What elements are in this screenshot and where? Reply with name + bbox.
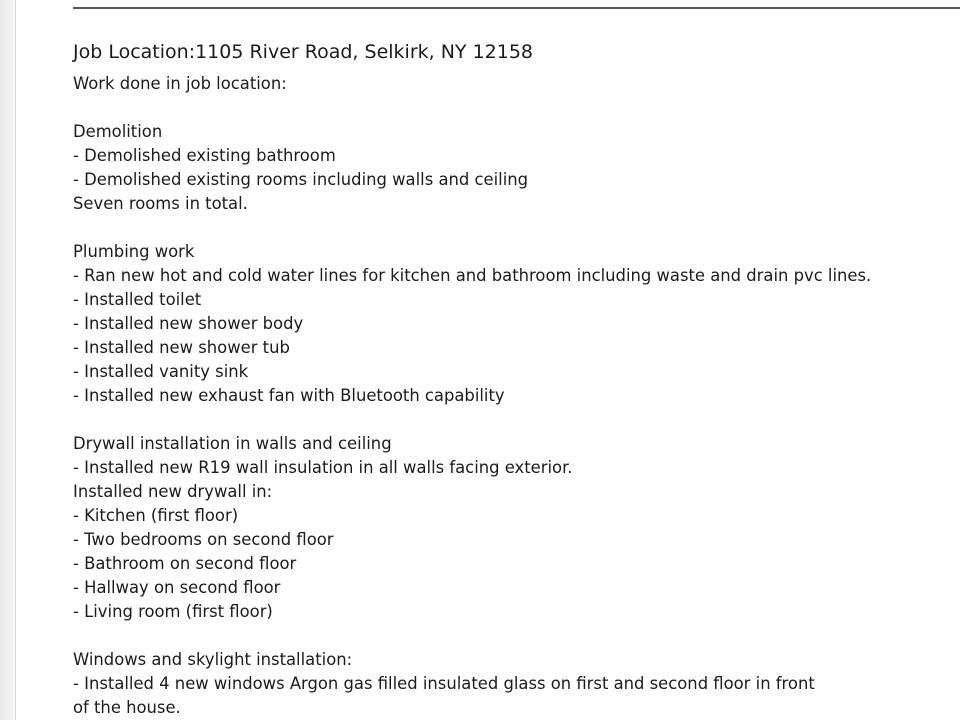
list-item: - Installed new shower tub [73,338,290,357]
list-item: - Installed toilet [73,290,202,309]
list-item: - Bathroom on second floor [73,554,297,573]
list-item: - Living room (first floor) [73,602,273,621]
list-item: - Demolished existing rooms including walls and ceiling [73,170,529,189]
list-item: - Two bedrooms on second floor [73,530,334,549]
list-item: Installed new drywall in: [73,482,273,501]
list-item: - Installed new R19 wall insulation in all walls facing exterior. [73,458,573,477]
plumbing-section [73,240,943,408]
document-body [73,38,943,720]
list-item: - Installed new exhaust fan with Bluetooth capability [73,386,505,405]
list-item: - Demolished existing bathroom [73,146,336,165]
section-heading: Windows and skylight installation: [73,650,353,669]
list-item: - Installed new shower body [73,314,304,333]
windows-section [73,648,943,720]
spacer [73,408,943,432]
page-left-margin [0,0,16,720]
demolition-section [73,120,943,216]
list-item: - Kitchen (first floor) [73,506,239,525]
list-item: - Ran new hot and cold water lines for kitchen and bathroom including waste and drain pvc lines. [73,266,872,285]
spacer [73,624,943,648]
job-location: Job Location:1105 River Road, Selkirk, NY 12158 [73,41,534,63]
spacer [73,96,943,120]
list-item: Seven rooms in total. [73,194,248,213]
spacer [73,216,943,240]
list-item: - Hallway on second floor [73,578,281,597]
section-heading: Plumbing work [73,242,195,261]
intro-text: Work done in job location: [73,74,287,93]
section-heading: Demolition [73,122,163,141]
list-item: - Installed 4 new windows Argon gas filled insulated glass on first and second floor in front of the house. [73,674,815,717]
top-divider [73,7,960,9]
drywall-section [73,432,943,624]
section-heading: Drywall installation in walls and ceiling [73,434,392,453]
list-item: - Installed vanity sink [73,362,249,381]
